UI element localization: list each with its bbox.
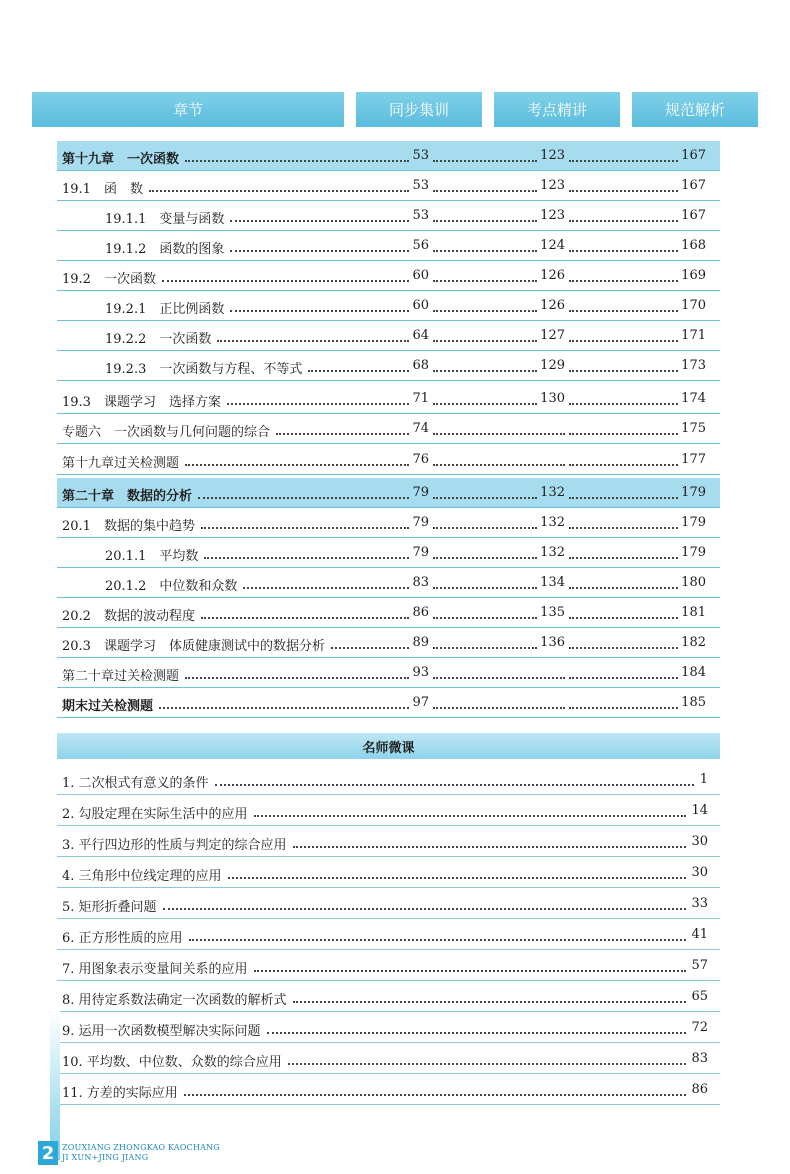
dot-leader bbox=[162, 266, 409, 282]
dot-leader bbox=[217, 326, 409, 342]
mini-lesson-row bbox=[0, 764, 790, 795]
dot-leader bbox=[159, 693, 409, 709]
toc-page-sync: 89 bbox=[412, 635, 429, 650]
dot-leader bbox=[569, 206, 678, 222]
mini-lesson-row bbox=[0, 1012, 790, 1043]
dot-leader bbox=[569, 146, 678, 162]
toc-page-solution: 177 bbox=[681, 452, 706, 467]
dot-leader bbox=[569, 483, 678, 499]
dot-leader bbox=[433, 176, 537, 192]
mini-lesson-row bbox=[0, 857, 790, 888]
toc-page-exam: 134 bbox=[540, 575, 565, 590]
toc-page-exam: 129 bbox=[540, 358, 565, 373]
toc-page-sync: 79 bbox=[412, 485, 429, 500]
dot-leader bbox=[433, 206, 537, 222]
dot-leader bbox=[433, 146, 537, 162]
dot-leader bbox=[433, 513, 537, 529]
dot-leader bbox=[433, 543, 537, 559]
dot-leader bbox=[569, 663, 678, 679]
dot-leader bbox=[215, 770, 694, 786]
mini-lesson-row bbox=[0, 950, 790, 981]
toc-page-exam: 127 bbox=[540, 328, 565, 343]
toc-row bbox=[0, 414, 790, 444]
toc-page-sync: 83 bbox=[412, 575, 429, 590]
toc-row bbox=[0, 568, 790, 598]
toc-page-exam: 132 bbox=[540, 545, 565, 560]
toc-page-sync: 74 bbox=[412, 421, 429, 436]
toc-row bbox=[0, 321, 790, 351]
mini-lesson-page: 41 bbox=[691, 927, 708, 942]
dot-leader bbox=[331, 633, 409, 649]
mini-lessons-header bbox=[57, 733, 720, 759]
toc-title: 第二十章 数据的分析 bbox=[62, 489, 193, 504]
toc-page-exam: 135 bbox=[540, 605, 565, 620]
toc-row bbox=[0, 141, 790, 171]
dot-leader bbox=[308, 356, 409, 372]
dot-leader bbox=[201, 603, 409, 619]
dot-leader bbox=[267, 1018, 686, 1034]
dot-leader bbox=[230, 206, 409, 222]
dot-leader bbox=[254, 956, 686, 972]
header-solution bbox=[632, 92, 758, 127]
toc-title: 19.2 一次函数 bbox=[62, 272, 156, 287]
toc-title: 19.3 课题学习 选择方案 bbox=[62, 395, 221, 410]
dot-leader bbox=[433, 633, 537, 649]
toc-page-solution: 181 bbox=[681, 605, 706, 620]
page-number-text: 2 bbox=[41, 1142, 55, 1164]
toc-page-exam: 132 bbox=[540, 485, 565, 500]
toc-page-sync: 60 bbox=[412, 268, 429, 283]
row-divider bbox=[57, 717, 720, 718]
dot-leader bbox=[433, 419, 565, 435]
mini-lesson-page: 65 bbox=[691, 989, 708, 1004]
toc-title: 20.2 数据的波动程度 bbox=[62, 609, 195, 624]
dot-leader bbox=[433, 236, 537, 252]
footer-series bbox=[62, 1143, 220, 1163]
toc-page-sync: 79 bbox=[412, 515, 429, 530]
toc-page-solution: 175 bbox=[681, 421, 706, 436]
mini-lesson-title: 7. 用图象表示变量间关系的应用 bbox=[62, 962, 248, 977]
mini-lesson-page: 72 bbox=[691, 1020, 708, 1035]
mini-lesson-title: 6. 正方形性质的应用 bbox=[62, 931, 183, 946]
dot-leader bbox=[569, 603, 678, 619]
dot-leader bbox=[185, 450, 409, 466]
dot-leader bbox=[433, 326, 537, 342]
toc-page-sync: 79 bbox=[412, 545, 429, 560]
dot-leader bbox=[569, 513, 678, 529]
toc-row bbox=[0, 171, 790, 201]
mini-lesson-row bbox=[0, 888, 790, 919]
footer-line1: ZOUXIANG ZHONGKAO KAOCHANG bbox=[62, 1143, 220, 1152]
dot-leader bbox=[569, 176, 678, 192]
toc-page-sync: 76 bbox=[412, 452, 429, 467]
dot-leader bbox=[569, 356, 678, 372]
toc-title: 19.1 函 数 bbox=[62, 182, 143, 197]
dot-leader bbox=[184, 1080, 686, 1096]
toc-row bbox=[0, 384, 790, 414]
toc-page-exam: 124 bbox=[540, 238, 565, 253]
toc-title: 期末过关检测题 bbox=[62, 699, 154, 714]
toc-page-solution: 180 bbox=[681, 575, 706, 590]
toc-row bbox=[0, 445, 790, 475]
toc-row bbox=[0, 478, 790, 508]
dot-leader bbox=[433, 663, 565, 679]
toc-page-solution: 179 bbox=[681, 515, 706, 530]
toc-page-exam: 130 bbox=[540, 391, 565, 406]
toc-title: 19.1.2 函数的图象 bbox=[105, 242, 225, 257]
toc-page-solution: 167 bbox=[681, 148, 706, 163]
toc-title: 第十九章 一次函数 bbox=[62, 152, 180, 167]
mini-lesson-page: 57 bbox=[691, 958, 708, 973]
dot-leader bbox=[201, 513, 409, 529]
dot-leader bbox=[293, 987, 686, 1003]
toc-row bbox=[0, 538, 790, 568]
mini-lesson-page: 1 bbox=[699, 772, 708, 787]
dot-leader bbox=[569, 573, 678, 589]
toc-page-exam: 136 bbox=[540, 635, 565, 650]
toc-page-solution: 169 bbox=[681, 268, 706, 283]
toc-title: 19.2.3 一次函数与方程、不等式 bbox=[105, 362, 303, 377]
dot-leader bbox=[433, 483, 537, 499]
dot-leader bbox=[204, 543, 409, 559]
header-sync bbox=[356, 92, 482, 127]
dot-leader bbox=[293, 832, 686, 848]
dot-leader bbox=[433, 450, 565, 466]
mini-lesson-title: 8. 用待定系数法确定一次函数的解析式 bbox=[62, 993, 287, 1008]
dot-leader bbox=[569, 419, 678, 435]
header-chapter bbox=[32, 92, 344, 127]
mini-lesson-title: 10. 平均数、中位数、众数的综合应用 bbox=[62, 1055, 282, 1070]
mini-lesson-title: 1. 二次根式有意义的条件 bbox=[62, 776, 209, 791]
dot-leader bbox=[230, 296, 409, 312]
toc-page-exam: 123 bbox=[540, 148, 565, 163]
mini-lesson-title: 4. 三角形中位线定理的应用 bbox=[62, 869, 222, 884]
dot-leader bbox=[569, 236, 678, 252]
dot-leader bbox=[433, 266, 537, 282]
toc-page-exam: 126 bbox=[540, 268, 565, 283]
toc-page-sync: 53 bbox=[412, 208, 429, 223]
dot-leader bbox=[433, 296, 537, 312]
toc-page-exam: 132 bbox=[540, 515, 565, 530]
dot-leader bbox=[433, 603, 537, 619]
dot-leader bbox=[569, 693, 678, 709]
toc-page-sync: 71 bbox=[412, 391, 429, 406]
toc-page-sync: 53 bbox=[412, 178, 429, 193]
mini-lesson-row bbox=[0, 1043, 790, 1074]
row-divider bbox=[57, 474, 720, 475]
row-divider bbox=[57, 380, 720, 381]
toc-title: 第二十章过关检测题 bbox=[62, 669, 180, 684]
toc-title: 第十九章过关检测题 bbox=[62, 456, 180, 471]
dot-leader bbox=[288, 1049, 686, 1065]
toc-page-solution: 167 bbox=[681, 178, 706, 193]
dot-leader bbox=[433, 573, 537, 589]
mini-lesson-title: 2. 勾股定理在实际生活中的应用 bbox=[62, 807, 248, 822]
toc-page-solution: 185 bbox=[681, 695, 706, 710]
dot-leader bbox=[433, 356, 537, 372]
mini-lesson-row bbox=[0, 795, 790, 826]
dot-leader bbox=[569, 543, 678, 559]
toc-page-exam: 123 bbox=[540, 178, 565, 193]
footer-line2: JI XUN+JING JIANG bbox=[62, 1153, 149, 1162]
dot-leader bbox=[228, 863, 686, 879]
toc-page-solution: 174 bbox=[681, 391, 706, 406]
toc-row bbox=[0, 291, 790, 321]
dot-leader bbox=[189, 925, 686, 941]
header-exam-label: 考点精讲 bbox=[526, 101, 587, 119]
header-solution-label: 规范解析 bbox=[664, 101, 725, 119]
toc-row bbox=[0, 201, 790, 231]
toc-row bbox=[0, 351, 790, 381]
dot-leader bbox=[230, 236, 409, 252]
dot-leader bbox=[569, 296, 678, 312]
dot-leader bbox=[227, 389, 409, 405]
toc-page-exam: 123 bbox=[540, 208, 565, 223]
mini-lesson-page: 86 bbox=[691, 1082, 708, 1097]
dot-leader bbox=[198, 483, 409, 499]
toc-page-sync: 56 bbox=[412, 238, 429, 253]
dot-leader bbox=[163, 894, 686, 910]
mini-lesson-page: 33 bbox=[691, 896, 708, 911]
dot-leader bbox=[569, 326, 678, 342]
toc-row bbox=[0, 598, 790, 628]
dot-leader bbox=[433, 693, 565, 709]
toc-page-sync: 97 bbox=[412, 695, 429, 710]
mini-lesson-title: 5. 矩形折叠问题 bbox=[62, 900, 157, 915]
mini-lessons-title: 名师微课 bbox=[362, 740, 415, 756]
page-number bbox=[38, 1141, 58, 1165]
toc-page-solution: 173 bbox=[681, 358, 706, 373]
toc-title: 20.1.2 中位数和众数 bbox=[105, 579, 238, 594]
mini-lesson-page: 30 bbox=[691, 865, 708, 880]
mini-lesson-title: 9. 运用一次函数模型解决实际问题 bbox=[62, 1024, 261, 1039]
mini-lesson-row bbox=[0, 981, 790, 1012]
toc-page-solution: 170 bbox=[681, 298, 706, 313]
toc-page-solution: 171 bbox=[681, 328, 706, 343]
toc-page-sync: 64 bbox=[412, 328, 429, 343]
dot-leader bbox=[569, 389, 678, 405]
dot-leader bbox=[569, 450, 678, 466]
dot-leader bbox=[243, 573, 409, 589]
toc-title: 19.1.1 变量与函数 bbox=[105, 212, 225, 227]
toc-page-solution: 182 bbox=[681, 635, 706, 650]
toc-page-exam: 126 bbox=[540, 298, 565, 313]
toc-page-solution: 179 bbox=[681, 545, 706, 560]
dot-leader bbox=[254, 801, 686, 817]
dot-leader bbox=[569, 266, 678, 282]
row-divider bbox=[57, 1104, 720, 1105]
toc-row bbox=[0, 508, 790, 538]
toc-title: 20.3 课题学习 体质健康测试中的数据分析 bbox=[62, 639, 325, 654]
mini-lesson-title: 3. 平行四边形的性质与判定的综合应用 bbox=[62, 838, 287, 853]
toc-row bbox=[0, 261, 790, 291]
toc-title: 20.1.1 平均数 bbox=[105, 549, 199, 564]
mini-lesson-row bbox=[0, 919, 790, 950]
toc-page-sync: 60 bbox=[412, 298, 429, 313]
mini-lesson-page: 14 bbox=[691, 803, 708, 818]
mini-lesson-row bbox=[0, 826, 790, 857]
toc-row bbox=[0, 231, 790, 261]
dot-leader bbox=[185, 663, 409, 679]
toc-row bbox=[0, 628, 790, 658]
toc-page-solution: 167 bbox=[681, 208, 706, 223]
toc-page-sync: 93 bbox=[412, 665, 429, 680]
header-sync-label: 同步集训 bbox=[388, 101, 449, 119]
row-divider bbox=[57, 443, 720, 444]
mini-lesson-row bbox=[0, 1074, 790, 1105]
toc-page-sync: 68 bbox=[412, 358, 429, 373]
dot-leader bbox=[276, 419, 409, 435]
toc-title: 19.2.1 正比例函数 bbox=[105, 302, 225, 317]
toc-page-sync: 86 bbox=[412, 605, 429, 620]
toc-row bbox=[0, 658, 790, 688]
header-exam bbox=[494, 92, 620, 127]
toc-page-solution: 179 bbox=[681, 485, 706, 500]
mini-lesson-title: 11. 方差的实际应用 bbox=[62, 1086, 178, 1101]
header-chapter-label: 章节 bbox=[172, 101, 203, 119]
toc-page-sync: 53 bbox=[412, 148, 429, 163]
dot-leader bbox=[433, 389, 537, 405]
side-decoration bbox=[50, 1010, 60, 1160]
mini-lesson-page: 30 bbox=[691, 834, 708, 849]
mini-lesson-page: 83 bbox=[691, 1051, 708, 1066]
toc-title: 20.1 数据的集中趋势 bbox=[62, 519, 195, 534]
dot-leader bbox=[569, 633, 678, 649]
dot-leader bbox=[185, 146, 409, 162]
toc-title: 19.2.2 一次函数 bbox=[105, 332, 212, 347]
toc-page-solution: 184 bbox=[681, 665, 706, 680]
toc-page-solution: 168 bbox=[681, 238, 706, 253]
toc-row bbox=[0, 688, 790, 718]
dot-leader bbox=[149, 176, 409, 192]
toc-title: 专题六 一次函数与几何问题的综合 bbox=[62, 425, 271, 440]
